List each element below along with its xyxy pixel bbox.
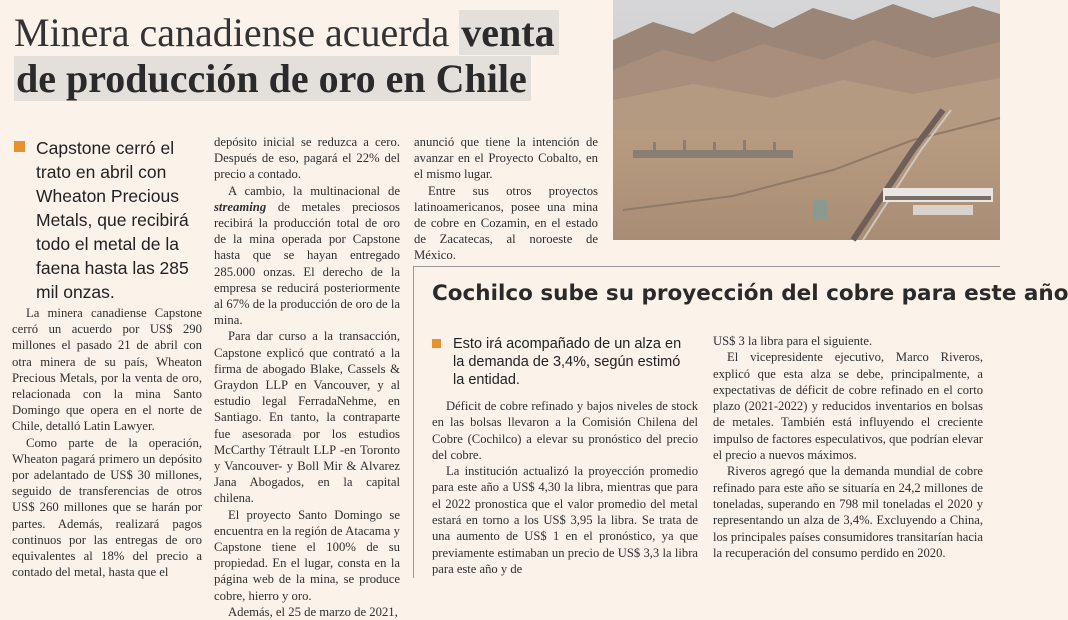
paragraph [214, 183, 400, 329]
paragraph: US$ 3 la libra para el siguiente. [713, 334, 873, 348]
paragraph: Riveros agregó que la demanda mundial de cobre refinado para este año se situaría en 24,2 millones de toneladas, superando en 798 mil toneladas el 2020 y representando un alza de 3,4%. Excluyendo a China, los principales países consumidores transitarían hacia la recuperación del consumo perdido en 2020. [713, 464, 983, 560]
paragraph: Como parte de la operación, Wheaton pagará primero un depósito por adelantado de US$ 30 millones, seguido de transferencias de otros US$ 260 millones que se harán por partes. Además, realizará pagos continuos por las entregas de oro equivalentes al 18% del precio a contado del metal, hasta que el [12, 435, 202, 580]
article-column-1 [12, 305, 202, 580]
paragraph: Déficit de cobre refinado y bajos niveles de stock en las bolsas llevaron a la Comisión Chilena del Cobre (Cochilco) a elevar su pronóstico del precio del cobre. [432, 399, 698, 462]
paragraph: Para dar curso a la transacción, Capstone explicó que contrató a la firma de abogado Blake, Cassels & Graydon LLP en Vancouver, y al estudio legal FerradaNehme, en Santiago. En tanto, la contraparte fue asesorada por los estudios McCarthy Tétrault LLP -en Toronto y Vancouver- y Boll Mir & Alvarez Jana Abogados, en la capital chilena. [214, 329, 400, 506]
paragraph: Entre sus otros proyectos latinoamericanos, posee una mina de cobre en Cozamin, en el estado de Zacatecas, al noroeste de México. [414, 183, 598, 263]
article-2-lead-text: Esto irá acompañado de un alza en la demanda de 3,4%, según estimó la entidad. [453, 336, 682, 388]
headline-line-1 [14, 10, 614, 56]
paragraph-text: de metales preciosos recibirá la producción total de oro de la mina operada por Capstone hasta que se hayan entregado 285.000 onzas. El derecho de la empresa se reducirá posteriormente al 67% de la producción de oro de la mina. [214, 199, 401, 328]
bullet-square-icon [432, 339, 441, 348]
paragraph: El vicepresidente ejecutivo, Marco Riveros, explicó que esta alza se debe, principalmente, a expectativas de déficit de cobre refinado en el corto plazo (2021-2022) y reducidos inventarios en bolsas de metales. También está influyendo el creciente impulso de factores especulativos, que podrían elevar el precio a nuevos máximos. [713, 350, 983, 463]
paragraph: anunció que tiene la intención de avanzar en el Proyecto Cobalto, en el mismo lugar. [414, 135, 598, 182]
headline-light-text: Minera canadiense acuerda [14, 10, 460, 55]
paragraph: La institución actualizó la proyección promedio para este año a US$ 4,30 la libra, mientras que para el 2022 pronostica que el valor promedio del metal estará en torno a los US$ 3,95 la libra. Se trata de una aumento de US$ 1 en el pronóstico, ya que previamente estimaban un precio de US$ 3,3 la libra para este año y de [432, 464, 698, 576]
bullet-square-icon [14, 141, 25, 152]
headline [14, 10, 614, 102]
paragraph: La minera canadiense Capstone cerró un acuerdo por US$ 290 millones el pasado 21 de abril con otra minera de su país, Wheaton Precious Metals, por la venta de oro, relacionada con la mina Santo Domingo que opera en el norte de Chile, detalló Latin Lawyer. [12, 306, 202, 434]
lead-summary [14, 136, 202, 304]
headline-bold-text-2: de producción de oro en Chile [14, 56, 531, 101]
section-divider-vertical [413, 266, 414, 578]
mine-landscape-photo [613, 0, 1000, 240]
section-divider [413, 266, 1000, 267]
article-2-title: Cochilco sube su proyección del cobre para este año [432, 281, 1068, 306]
headline-line-2 [14, 56, 614, 102]
article-2-column-1 [432, 398, 698, 577]
article-column-3 [414, 134, 598, 264]
mine-photo-illustration [613, 0, 1000, 240]
headline-bold-text: venta [459, 10, 558, 55]
article-column-2 [214, 134, 400, 620]
article-2-column-2 [713, 333, 983, 561]
paragraph: Además, el 25 de marzo de 2021, [228, 604, 398, 619]
article-2-lead [432, 335, 684, 389]
paragraph-emphasis: streaming [214, 199, 267, 214]
paragraph-text: A cambio, la multinacional de [228, 183, 400, 198]
lead-text: Capstone cerró el trato en abril con Wheaton Precious Metals, que recibirá todo el metal de la faena hasta las 285 mil onzas. [36, 138, 189, 302]
paragraph: depósito inicial se reduzca a cero. Después de eso, pagará el 22% del precio a contado. [214, 135, 400, 182]
paragraph: El proyecto Santo Domingo se encuentra en la región de Atacama y Capstone tiene el 100% de su propiedad. En el lugar, consta en la página web de la mina, se produce cobre, hierro y oro. [214, 507, 400, 603]
